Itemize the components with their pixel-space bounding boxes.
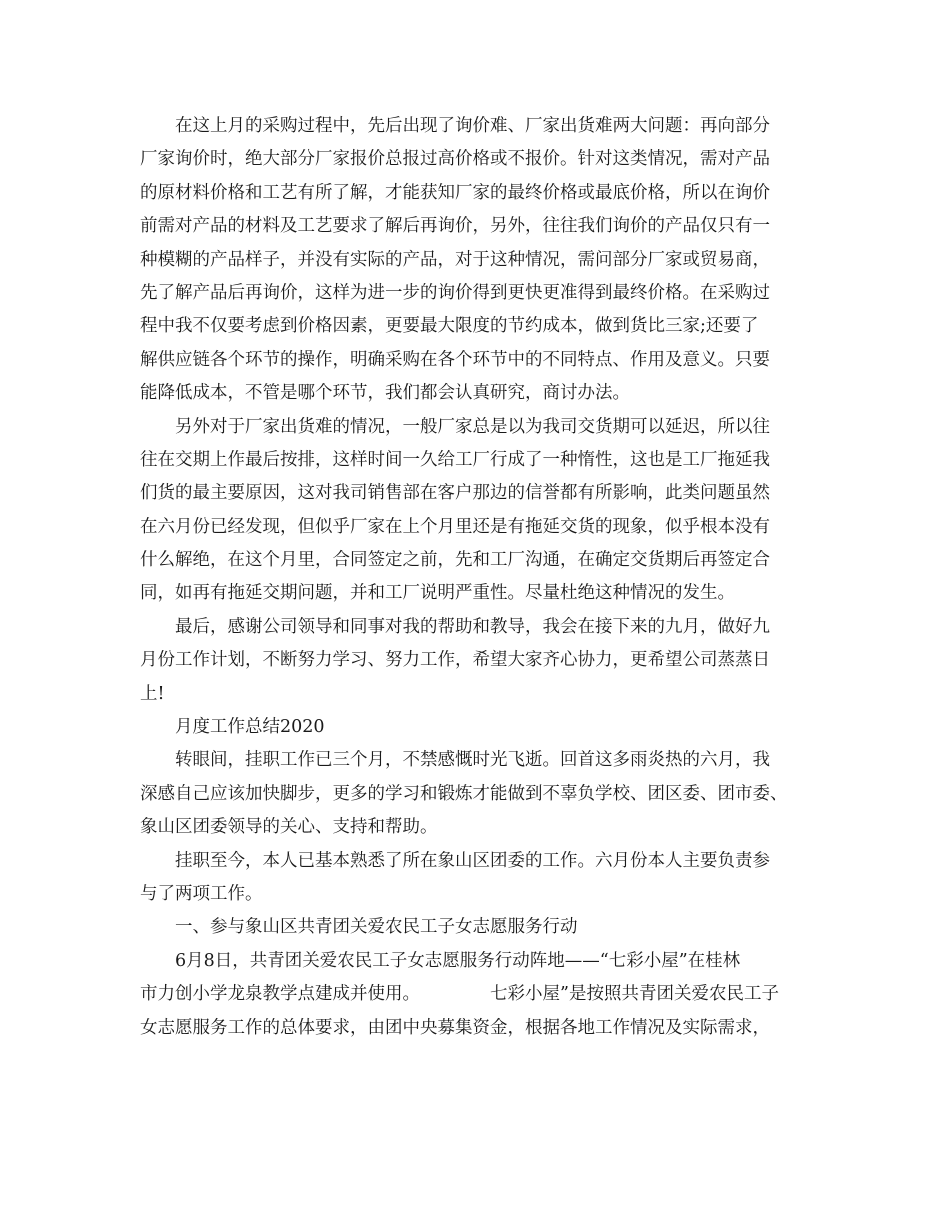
- text-line: 同，如再有拖延交期问题，并和工厂说明严重性。尽量杜绝这种情况的发生。: [140, 583, 735, 604]
- text-line: 能降低成本，不管是哪个环节，我们都会认真研究，商讨办法。: [140, 383, 630, 404]
- text-line: 6月8日，共青团关爱农民工子女志愿服务行动阵地——“七彩小屋”在桂林: [175, 950, 741, 971]
- text-line: 在六月份已经发现，但似乎厂家在上个月里还是有拖延交货的现象，似乎根本没有: [140, 516, 770, 537]
- text-line: 另外对于厂家出货难的情况，一般厂家总是以为我司交货期可以延迟，所以往: [175, 416, 770, 437]
- text-line: 最后，感谢公司领导和同事对我的帮助和教导，我会在接下来的九月，做好九: [175, 616, 770, 637]
- text-line: 女志愿服务工作的总体要求，由团中央募集资金，根据各地工作情况及实际需求，: [140, 1017, 770, 1038]
- text-line: 与了两项工作。: [140, 883, 263, 904]
- paragraph-reflection: [140, 744, 816, 844]
- text-line: 们货的最主要原因，这对我司销售部在客户那边的信誉都有所影响，此类问题虽然: [140, 483, 770, 504]
- text-line: 象山区团委领导的关心、支持和帮助。: [140, 817, 438, 838]
- text-line: 深感自己应该加快脚步，更多的学习和锻炼才能做到不辜负学校、团区委、团市委、: [140, 783, 788, 804]
- text-line: 上!: [140, 683, 165, 704]
- text-line: 前需对产品的材料及工艺要求了解后再询价，另外，往往我们询价的产品仅只有一: [140, 216, 770, 237]
- text-line: 解供应链各个环节的操作，明确采购在各个环节中的不同特点、作用及意义。只要: [140, 349, 770, 370]
- text-line: 厂家询价时，绝大部分厂家报价总报过高价格或不报价。针对这类情况，需对产品: [140, 149, 770, 170]
- subheading-text: 一、参与象山区共青团关爱农民工子女志愿服务行动: [175, 917, 578, 938]
- section-heading: [140, 711, 816, 744]
- paragraph-work-overview: [140, 845, 816, 912]
- paragraph-thanks: [140, 611, 816, 711]
- text-line-with-gap: [140, 978, 816, 1011]
- text-line: 挂职至今，本人已基本熟悉了所在象山区团委的工作。六月份本人主要负责参: [175, 850, 770, 871]
- heading-text: 月度工作总结2020: [175, 717, 325, 738]
- text-line: 在这上月的采购过程中，先后出现了询价难、厂家出货难两大问题：再向部分: [175, 116, 770, 136]
- text-line: 种模糊的产品样子，并没有实际的产品，对于这种情况，需问部分厂家或贸易商，: [140, 249, 770, 270]
- paragraph-procurement-inquiry: [140, 110, 816, 411]
- subsection-heading: [140, 911, 816, 944]
- text-line: 什么解绝，在这个月里，合同签定之前，先和工厂沟通，在确定交货期后再签定合: [140, 550, 770, 571]
- text-segment: 市力创小学龙泉教学点建成并使用。: [140, 984, 420, 1005]
- document-body: [140, 110, 816, 1045]
- paragraph-delivery-delay: [140, 411, 816, 611]
- text-segment: 七彩小屋”是按照共青团关爱农民工子: [490, 984, 779, 1005]
- text-line: 先了解产品后再询价，这样为进一步的询价得到更快更准得到最终价格。在采购过: [140, 282, 770, 303]
- text-line: 程中我不仅要考虑到价格因素，更要最大限度的节约成本，做到货比三家;还要了: [140, 316, 759, 337]
- text-line: 的原材料价格和工艺有所了解，才能获知厂家的最终价格或最底价格，所以在询价: [140, 182, 770, 203]
- paragraph-colorful-cabin: [140, 945, 816, 1045]
- text-line: 月份工作计划，不断努力学习、努力工作，希望大家齐心协力，更希望公司蒸蒸日: [140, 650, 770, 671]
- text-line: 转眼间，挂职工作已三个月，不禁感慨时光飞逝。回首这多雨炎热的六月，我: [175, 750, 770, 771]
- text-line: 往在交期上作最后按排，这样时间一久给工厂行成了一种惰性，这也是工厂拖延我: [140, 449, 770, 470]
